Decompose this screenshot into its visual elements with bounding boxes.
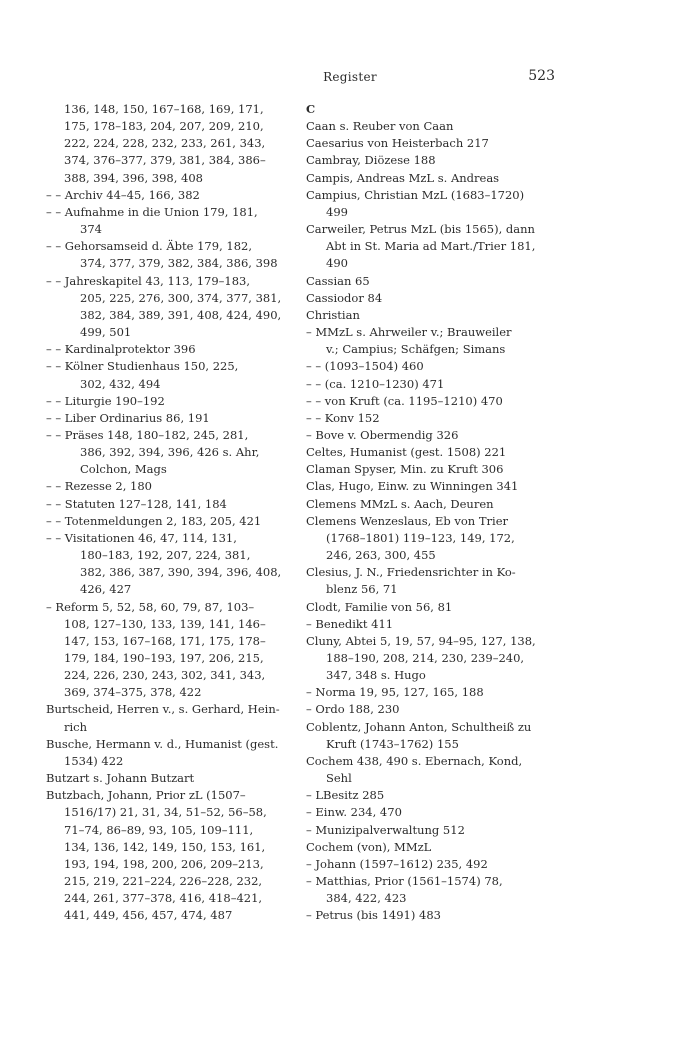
index-line: 499, 501 bbox=[80, 325, 132, 340]
index-line: 193, 194, 198, 200, 206, 209–213, bbox=[64, 856, 264, 871]
index-line: – – (1093–1504) 460 bbox=[306, 359, 424, 374]
index-line: Claman Spyser, Min. zu Kruft 306 bbox=[306, 462, 504, 477]
index-line: – Einw. 234, 470 bbox=[306, 805, 402, 820]
index-line: Busche, Hermann v. d., Humanist (gest. bbox=[46, 736, 279, 751]
index-line: blenz 56, 71 bbox=[326, 582, 398, 597]
index-line: – Norma 19, 95, 127, 165, 188 bbox=[306, 685, 484, 700]
index-line: 374, 377, 379, 382, 384, 386, 398 bbox=[80, 256, 278, 271]
index-line: Celtes, Humanist (gest. 1508) 221 bbox=[306, 445, 507, 460]
index-line: 369, 374–375, 378, 422 bbox=[64, 685, 202, 700]
index-line: 374 bbox=[80, 222, 102, 237]
index-line: Cluny, Abtei 5, 19, 57, 94–95, 127, 138, bbox=[306, 633, 536, 648]
index-line: 179, 184, 190–193, 197, 206, 215, bbox=[64, 651, 264, 665]
index-line: 71–74, 86–89, 93, 105, 109–111, bbox=[64, 822, 254, 837]
index-line: 134, 136, 142, 149, 150, 153, 161, bbox=[64, 839, 266, 854]
index-line: Clemens Wenzeslaus, Eb von Trier bbox=[306, 513, 509, 528]
index-line: Butzbach, Johann, Prior zL (1507– bbox=[46, 788, 246, 803]
index-line: 499 bbox=[326, 204, 348, 219]
index-line: 136, 148, 150, 167–168, 169, 171, bbox=[64, 102, 264, 116]
index-line: 490 bbox=[326, 256, 348, 271]
index-letter-heading: C bbox=[306, 102, 316, 116]
index-line: – – von Kruft (ca. 1195–1210) 470 bbox=[306, 393, 503, 408]
index-line: Caesarius von Heisterbach 217 bbox=[306, 136, 489, 151]
index-line: – – Visitationen 46, 47, 114, 131, bbox=[46, 530, 237, 545]
index-line: v.; Campius; Schäfgen; Simans bbox=[326, 342, 506, 357]
index-line: 215, 219, 221–224, 226–228, 232, bbox=[64, 874, 263, 889]
index-line: 426, 427 bbox=[80, 582, 132, 597]
index-line: 175, 178–183, 204, 207, 209, 210, bbox=[64, 119, 264, 134]
index-line: Cassiodor 84 bbox=[306, 290, 383, 305]
index-line: rich bbox=[64, 719, 88, 734]
index-line: – – (ca. 1210–1230) 471 bbox=[306, 376, 445, 391]
index-line: Coblentz, Johann Anton, Schultheiß zu bbox=[306, 719, 532, 734]
index-line: Clesius, J. N., Friedensrichter in Ko- bbox=[306, 565, 516, 580]
index-line: 382, 386, 387, 390, 394, 396, 408, bbox=[80, 565, 282, 580]
index-line: 224, 226, 230, 243, 302, 341, 343, bbox=[64, 668, 266, 683]
index-line: Campius, Christian MzL (1683–1720) bbox=[306, 187, 525, 202]
index-line: 246, 263, 300, 455 bbox=[326, 548, 436, 563]
index-line: – – Statuten 127–128, 141, 184 bbox=[46, 496, 227, 511]
index-line: – Petrus (bis 1491) 483 bbox=[306, 908, 441, 923]
index-line: – – Kölner Studienhaus 150, 225, bbox=[46, 359, 239, 374]
index-line: 205, 225, 276, 300, 374, 377, 381, bbox=[80, 290, 282, 305]
index-line: – – Liturgie 190–192 bbox=[46, 393, 165, 408]
index-line: – – Präses 148, 180–182, 245, 281, bbox=[46, 427, 249, 442]
index-line: Clemens MMzL s. Aach, Deuren bbox=[306, 496, 494, 511]
index-line: – Johann (1597–1612) 235, 492 bbox=[306, 856, 488, 871]
index-line: 384, 422, 423 bbox=[326, 891, 407, 906]
index-line: Abt in St. Maria ad Mart./Trier 181, bbox=[326, 239, 536, 254]
index-line: Clodt, Familie von 56, 81 bbox=[306, 599, 453, 614]
index-line: 347, 348 s. Hugo bbox=[326, 668, 426, 683]
index-line: 374, 376–377, 379, 381, 384, 386– bbox=[64, 153, 266, 168]
index-line: Kruft (1743–1762) 155 bbox=[326, 736, 459, 751]
index-line: – Bove v. Obermendig 326 bbox=[306, 427, 459, 442]
index-line: Carweiler, Petrus MzL (bis 1565), dann bbox=[306, 222, 535, 237]
index-line: – – Jahreskapitel 43, 113, 179–183, bbox=[46, 273, 251, 288]
index-line: Campis, Andreas MzL s. Andreas bbox=[306, 170, 500, 185]
index-line: Burtscheid, Herren v., s. Gerhard, Hein- bbox=[46, 702, 280, 717]
index-line: – – Konv 152 bbox=[306, 410, 380, 425]
index-line: Cochem (von), MMzL bbox=[306, 839, 432, 854]
index-line: 1534) 422 bbox=[64, 753, 124, 768]
index-line: – – Liber Ordinarius 86, 191 bbox=[46, 410, 210, 425]
index-line: – MMzL s. Ahrweiler v.; Brauweiler bbox=[306, 325, 512, 340]
index-line: 388, 394, 396, 398, 408 bbox=[64, 170, 203, 185]
index-line: 180–183, 192, 207, 224, 381, bbox=[80, 548, 251, 563]
index-line: – – Aufnahme in die Union 179, 181, bbox=[46, 204, 258, 219]
index-line: 147, 153, 167–168, 171, 175, 178– bbox=[64, 633, 266, 648]
index-line: 382, 384, 389, 391, 408, 424, 490, bbox=[80, 307, 282, 322]
index-column-right bbox=[306, 101, 554, 925]
index-line: 244, 261, 377–378, 416, 418–421, bbox=[64, 891, 263, 906]
index-line: – Reform 5, 52, 58, 60, 79, 87, 103– bbox=[46, 599, 255, 614]
index-line: (1768–1801) 119–123, 149, 172, bbox=[326, 530, 515, 545]
index-line: – Ordo 188, 230 bbox=[306, 702, 400, 717]
index-line: – Munizipalverwaltung 512 bbox=[306, 822, 465, 837]
index-line: Christian bbox=[306, 307, 360, 322]
index-line: – – Archiv 44–45, 166, 382 bbox=[46, 187, 200, 202]
index-line: 222, 224, 228, 232, 233, 261, 343, bbox=[64, 136, 266, 151]
index-line: Cambray, Diözese 188 bbox=[306, 153, 436, 168]
index-column-left bbox=[46, 101, 286, 925]
index-line: 302, 432, 494 bbox=[80, 376, 161, 391]
index-line: Butzart s. Johann Butzart bbox=[46, 771, 195, 786]
page-number: 523 bbox=[528, 68, 555, 84]
index-line: – – Rezesse 2, 180 bbox=[46, 479, 152, 494]
index-line: – – Totenmeldungen 2, 183, 205, 421 bbox=[46, 513, 262, 528]
index-line: – – Kardinalprotektor 396 bbox=[46, 342, 196, 357]
index-line: – Benedikt 411 bbox=[306, 616, 394, 631]
index-line: Caan s. Reuber von Caan bbox=[306, 119, 454, 134]
index-line: 441, 449, 456, 457, 474, 487 bbox=[64, 908, 233, 923]
index-line: – – Gehorsamseid d. Äbte 179, 182, bbox=[46, 239, 252, 254]
index-line: Clas, Hugo, Einw. zu Winningen 341 bbox=[306, 479, 519, 494]
index-line: Cochem 438, 490 s. Ebernach, Kond, bbox=[306, 753, 523, 768]
running-title: Register bbox=[323, 70, 377, 84]
index-line: – Matthias, Prior (1561–1574) 78, bbox=[306, 874, 503, 889]
running-head bbox=[0, 68, 700, 88]
index-line: Cassian 65 bbox=[306, 273, 370, 288]
index-line: 1516/17) 21, 31, 34, 51–52, 56–58, bbox=[64, 805, 267, 820]
index-line: – LBesitz 285 bbox=[306, 788, 385, 803]
index-line: Colchon, Mags bbox=[80, 462, 167, 477]
index-line: 386, 392, 394, 396, 426 s. Ahr, bbox=[80, 445, 260, 460]
index-line: 188–190, 208, 214, 230, 239–240, bbox=[326, 651, 525, 665]
index-line: 108, 127–130, 133, 139, 141, 146– bbox=[64, 616, 266, 631]
index-line: Sehl bbox=[326, 771, 352, 786]
